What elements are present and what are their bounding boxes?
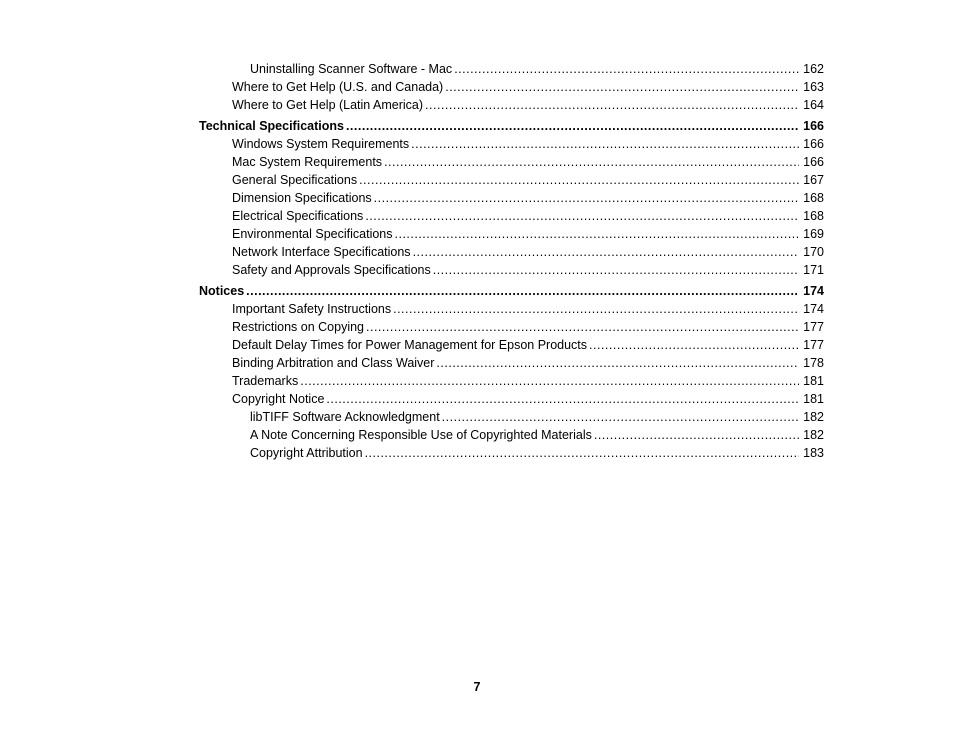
toc-dot-leader (594, 426, 799, 444)
toc-dot-leader (433, 261, 799, 279)
toc-entry[interactable] (199, 300, 824, 318)
toc-entry-page: 170 (803, 245, 824, 259)
toc-entry[interactable] (199, 354, 824, 372)
toc-entry-title: Where to Get Help (Latin America) (232, 98, 424, 112)
toc-entry-page: 174 (803, 284, 824, 298)
toc-entry-title: A Note Concerning Responsible Use of Copyrighted Materials (250, 428, 592, 442)
toc-entry[interactable] (199, 135, 824, 153)
toc-entry[interactable] (199, 153, 824, 171)
page-number: 7 (473, 680, 481, 694)
toc-entry-title: Network Interface Specifications (232, 245, 411, 259)
toc-dot-leader (589, 336, 799, 354)
toc-entry-title: libTIFF Software Acknowledgment (250, 410, 440, 424)
toc-entry-title: Notices (199, 284, 245, 298)
toc-entry[interactable] (199, 444, 824, 462)
toc-entry-page: 178 (803, 356, 824, 370)
toc-entry[interactable] (199, 372, 824, 390)
toc-dot-leader (326, 390, 799, 408)
toc-entry-title: Uninstalling Scanner Software - Mac (250, 62, 453, 76)
toc-entry-title: Electrical Specifications (232, 209, 364, 223)
toc-entry-page: 182 (803, 428, 824, 442)
toc-dot-leader (425, 96, 799, 114)
toc-entry[interactable] (199, 207, 824, 225)
toc-entry-page: 169 (803, 227, 824, 241)
toc-entry[interactable] (199, 189, 824, 207)
toc-dot-leader (384, 153, 799, 171)
toc-entry-title: Technical Specifications (199, 119, 344, 133)
toc-section-entry[interactable] (199, 282, 824, 300)
toc-entry[interactable] (199, 318, 824, 336)
toc-entry-page: 166 (803, 155, 824, 169)
toc-entry-title: Copyright Notice (232, 392, 325, 406)
toc-dot-leader (300, 372, 799, 390)
toc-entry-page: 174 (803, 302, 824, 316)
toc-entry[interactable] (199, 336, 824, 354)
toc-entry-page: 183 (803, 446, 824, 460)
toc-entry-page: 162 (803, 62, 824, 76)
toc-entry-page: 164 (803, 98, 824, 112)
toc-dot-leader (411, 135, 799, 153)
toc-entry-page: 182 (803, 410, 824, 424)
toc-dot-leader (413, 243, 800, 261)
toc-entry-page: 168 (803, 191, 824, 205)
toc-dot-leader (442, 408, 799, 426)
toc-entry-title: General Specifications (232, 173, 358, 187)
toc-dot-leader (246, 282, 799, 300)
toc-entry[interactable] (199, 243, 824, 261)
toc-entry-page: 168 (803, 209, 824, 223)
toc-entry[interactable] (199, 60, 824, 78)
toc-dot-leader (374, 189, 799, 207)
toc-entry-page: 177 (803, 320, 824, 334)
toc-entry-title: Safety and Approvals Specifications (232, 263, 431, 277)
toc-entry-title: Binding Arbitration and Class Waiver (232, 356, 435, 370)
toc-entry-page: 166 (803, 137, 824, 151)
toc-entry-title: Environmental Specifications (232, 227, 393, 241)
toc-entry-page: 163 (803, 80, 824, 94)
toc-entry-page: 177 (803, 338, 824, 352)
toc-dot-leader (365, 444, 800, 462)
toc-dot-leader (395, 225, 800, 243)
toc-entry-title: Default Delay Times for Power Management for Epson Products (232, 338, 588, 352)
toc-entry[interactable] (199, 261, 824, 279)
toc-entry[interactable] (199, 171, 824, 189)
toc-entry-page: 181 (803, 374, 824, 388)
toc-entry-title: Copyright Attribution (250, 446, 363, 460)
toc-entry[interactable] (199, 78, 824, 96)
toc-entry-page: 166 (803, 119, 824, 133)
toc-entry-title: Mac System Requirements (232, 155, 383, 169)
toc-dot-leader (366, 318, 799, 336)
toc-entry[interactable] (199, 408, 824, 426)
toc-entry[interactable] (199, 96, 824, 114)
toc-entry-title: Trademarks (232, 374, 299, 388)
toc-entry[interactable] (199, 225, 824, 243)
toc-entry-page: 167 (803, 173, 824, 187)
toc-entry-title: Windows System Requirements (232, 137, 410, 151)
toc-dot-leader (346, 117, 799, 135)
toc-dot-leader (365, 207, 799, 225)
toc-dot-leader (454, 60, 799, 78)
table-of-contents (199, 60, 824, 462)
toc-entry[interactable] (199, 426, 824, 444)
toc-entry-title: Restrictions on Copying (232, 320, 365, 334)
toc-entry[interactable] (199, 390, 824, 408)
toc-entry-page: 171 (803, 263, 824, 277)
toc-dot-leader (359, 171, 799, 189)
toc-section-entry[interactable] (199, 117, 824, 135)
toc-entry-title: Important Safety Instructions (232, 302, 392, 316)
toc-entry-title: Where to Get Help (U.S. and Canada) (232, 80, 444, 94)
toc-dot-leader (445, 78, 799, 96)
toc-entry-title: Dimension Specifications (232, 191, 372, 205)
toc-dot-leader (436, 354, 799, 372)
toc-entry-page: 181 (803, 392, 824, 406)
toc-dot-leader (393, 300, 799, 318)
